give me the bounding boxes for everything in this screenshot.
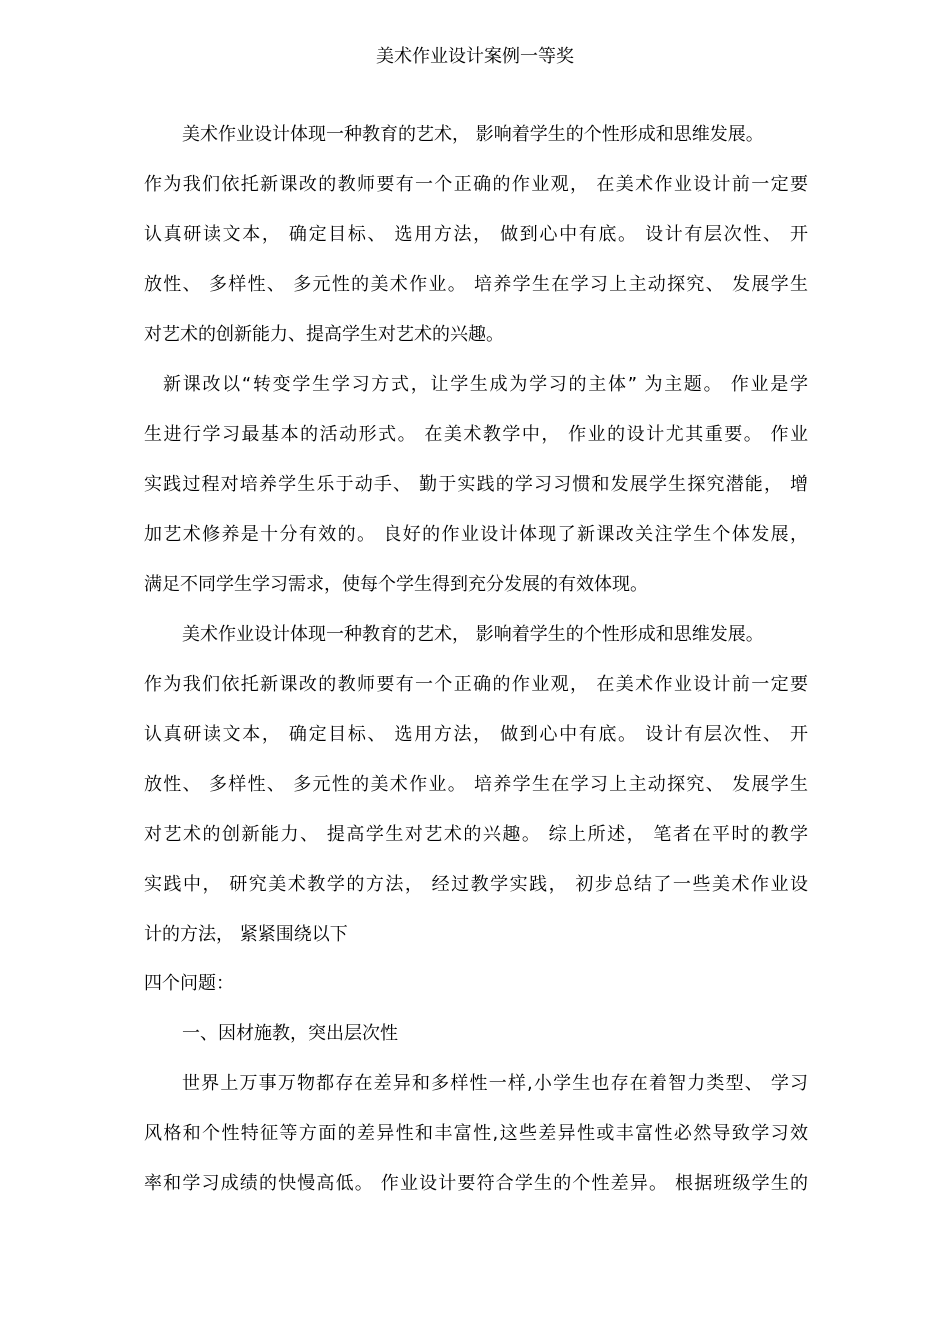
section-heading: 一、因材施教，突出层次性 <box>182 1023 398 1044</box>
document-title: 美术作业设计案例一等奖 <box>376 46 574 67</box>
paragraph-line: 放性、 多样性、 多元性的美术作业。 培养学生在学习上主动探究、 发展学生 <box>144 274 808 295</box>
paragraph-line: 世界上万事万物都存在差异和多样性一样,小学生也存在着智力类型、 学习 <box>182 1073 808 1094</box>
paragraph-line: 加艺术修养是十分有效的。 良好的作业设计体现了新课改关注学生个体发展， <box>144 524 808 545</box>
paragraph-line: 认真研读文本， 确定目标、 选用方法， 做到心中有底。 设计有层次性、 开 <box>144 724 808 745</box>
paragraph-line: 作为我们依托新课改的教师要有一个正确的作业观， 在美术作业设计前一定要 <box>144 174 808 195</box>
paragraph-line: 作为我们依托新课改的教师要有一个正确的作业观， 在美术作业设计前一定要 <box>144 674 808 695</box>
paragraph-line: 风格和个性特征等方面的差异性和丰富性,这些差异性或丰富性必然导致学习效 <box>144 1123 808 1144</box>
paragraph-line: 四个问题： <box>144 973 234 994</box>
paragraph-line: 对艺术的创新能力、 提高学生对艺术的兴趣。 综上所述， 笔者在平时的教学 <box>144 824 808 845</box>
paragraph-line: 美术作业设计体现一种教育的艺术， 影响着学生的个性形成和思维发展。 <box>182 624 764 645</box>
paragraph-line: 计的方法， 紧紧围绕以下 <box>144 924 348 945</box>
paragraph-line: 满足不同学生学习需求，使每个学生得到充分发展的有效体现。 <box>144 574 648 595</box>
paragraph-line: 对艺术的创新能力、提高学生对艺术的兴趣。 <box>144 324 504 345</box>
paragraph-line: 放性、 多样性、 多元性的美术作业。 培养学生在学习上主动探究、 发展学生 <box>144 774 808 795</box>
paragraph-line: 新课改以“转变学生学习方式，让学生成为学习的主体” 为主题。 作业是学 <box>163 374 808 395</box>
paragraph-line: 实践中， 研究美术教学的方法， 经过教学实践， 初步总结了一些美术作业设 <box>144 874 808 895</box>
paragraph-line: 实践过程对培养学生乐于动手、 勤于实践的学习习惯和发展学生探究潜能， 增 <box>144 474 808 495</box>
paragraph-line: 美术作业设计体现一种教育的艺术， 影响着学生的个性形成和思维发展。 <box>182 124 764 145</box>
paragraph-line: 生进行学习最基本的活动形式。 在美术教学中， 作业的设计尤其重要。 作业 <box>144 424 808 445</box>
paragraph-line: 率和学习成绩的快慢高低。 作业设计要符合学生的个性差异。 根据班级学生的 <box>144 1173 808 1194</box>
paragraph-line: 认真研读文本， 确定目标、 选用方法， 做到心中有底。 设计有层次性、 开 <box>144 224 808 245</box>
